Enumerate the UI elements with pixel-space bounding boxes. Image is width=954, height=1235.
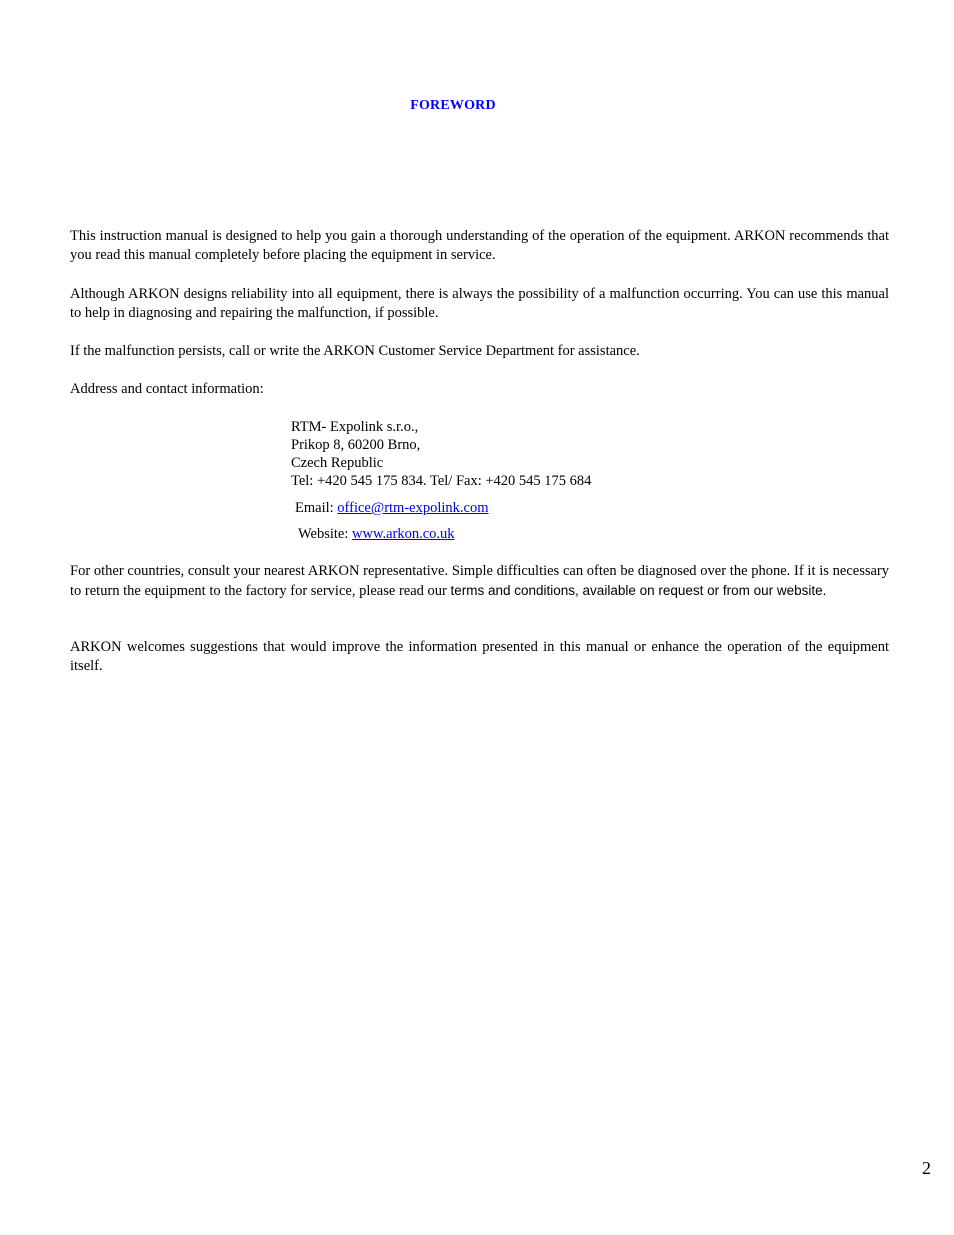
suggestions-paragraph: ARKON welcomes suggestions that would improve the information presented in this manual or enhance the operation of the equipment itself.: [70, 639, 889, 674]
reliability-paragraph: Although ARKON designs reliability into all equipment, there is always the possibility of a malfunction occurring. You can use this manual to help in diagnosing and repairing the malfunction, if possible.: [70, 286, 889, 321]
email-link[interactable]: office@rtm-expolink.com: [337, 500, 489, 516]
service-paragraph: If the malfunction persists, call or write the ARKON Customer Service Department for assistance.: [70, 343, 640, 359]
page-number: 2: [922, 1158, 931, 1178]
email-line: [295, 499, 489, 517]
website-line: [298, 525, 455, 543]
intro-paragraph: This instruction manual is designed to help you gain a thorough understanding of the operation of the equipment. ARKON recommends that you read this manual completely before placing the equipment in service.: [70, 228, 889, 263]
page-title: FOREWORD: [410, 98, 496, 113]
address-country: Czech Republic: [291, 455, 384, 471]
website-label: Website:: [298, 526, 352, 542]
other-countries-paragraph: [70, 562, 889, 601]
address-street: Prikop 8, 60200 Brno,: [291, 437, 421, 453]
address-intro-paragraph: Address and contact information:: [70, 381, 264, 397]
terms-text: terms and conditions, available on request or from our website.: [450, 583, 827, 598]
address-phone: Tel: +420 545 175 834. Tel/ Fax: +420 545 175 684: [291, 473, 592, 489]
website-link[interactable]: www.arkon.co.uk: [352, 526, 455, 542]
other-countries-text: For other countries, consult your nearest ARKON representative. Simple difficulties can often be diagnosed over the phone. If it is necessary to return the equipment to the factory for service, please read our: [70, 563, 889, 599]
address-block: [291, 418, 591, 490]
address-company: RTM- Expolink s.r.o.,: [291, 419, 419, 435]
email-label: Email:: [295, 500, 338, 516]
